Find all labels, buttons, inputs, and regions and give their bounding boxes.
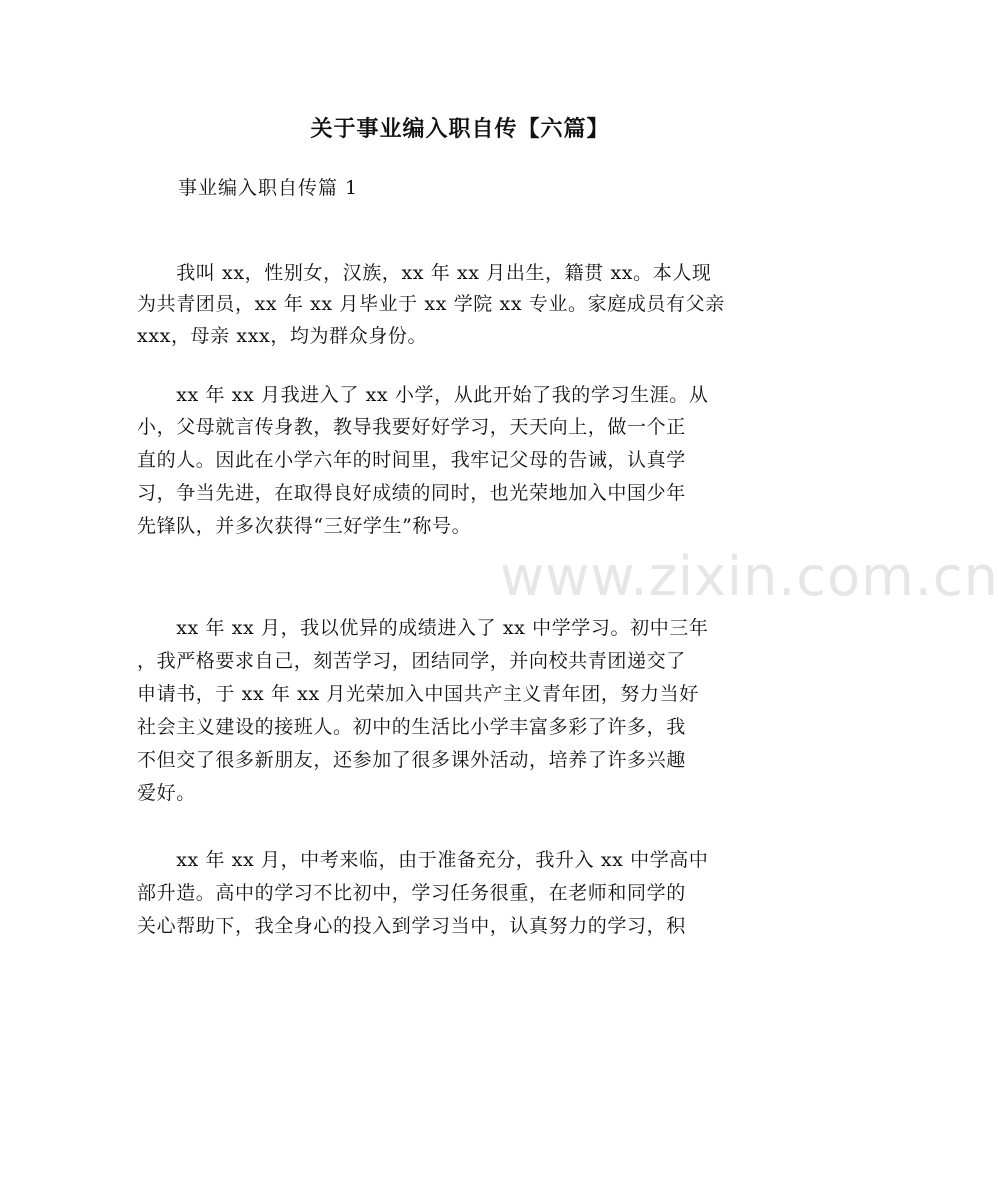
paragraph-line: 申请书，于 xx 年 xx 月光荣加入中国共产主义青年团，努力当好 [137,683,699,705]
paragraph-line: ，我严格要求自己，刻苦学习，团结同学，并向校共青团递交了 [137,650,686,672]
paragraph-line: 直的人。因此在小学六年的时间里，我牢记父母的告诫，认真学 [137,449,686,471]
paragraph-line: 关心帮助下，我全身心的投入到学习当中，认真努力的学习，积 [137,915,686,937]
paragraph-line: xxx，母亲 xxx，均为群众身份。 [137,325,428,347]
paragraph-line: xx 年 xx 月，中考来临，由于准备充分，我升入 xx 中学高中 [137,849,709,871]
paragraph-line: 社会主义建设的接班人。初中的生活比小学丰富多彩了许多，我 [137,716,686,738]
section-heading: 事业编入职自传篇 1 [178,177,359,199]
paragraph-line: 不但交了很多新朋友，还参加了很多课外活动，培养了许多兴趣 [137,749,686,771]
paragraph-line: 小，父母就言传身教，教导我要好好学习，天天向上，做一个正 [137,416,686,438]
paragraph-line: 我叫 xx，性别女，汉族，xx 年 xx 月出生，籍贯 xx。本人现 [137,262,712,284]
document-title: 关于事业编入职自传【六篇】 [310,116,610,142]
paragraph-line: 为共青团员，xx 年 xx 月毕业于 xx 学院 xx 专业。家庭成员有父亲 [137,293,725,315]
paragraph-line: 部升造。高中的学习不比初中，学习任务很重，在老师和同学的 [137,882,686,904]
paragraph-line: xx 年 xx 月，我以优异的成绩进入了 xx 中学学习。初中三年 [137,617,709,639]
paragraph-line: xx 年 xx 月我进入了 xx 小学，从此开始了我的学习生涯。从 [137,384,709,406]
paragraph-line: 爱好。 [137,782,196,804]
watermark: www.zixin.com.cn [500,545,999,608]
paragraph-line: 先锋队，并多次获得“三好学生”称号。 [137,515,472,537]
paragraph-line: 习，争当先进，在取得良好成绩的同时，也光荣地加入中国少年 [137,482,686,504]
